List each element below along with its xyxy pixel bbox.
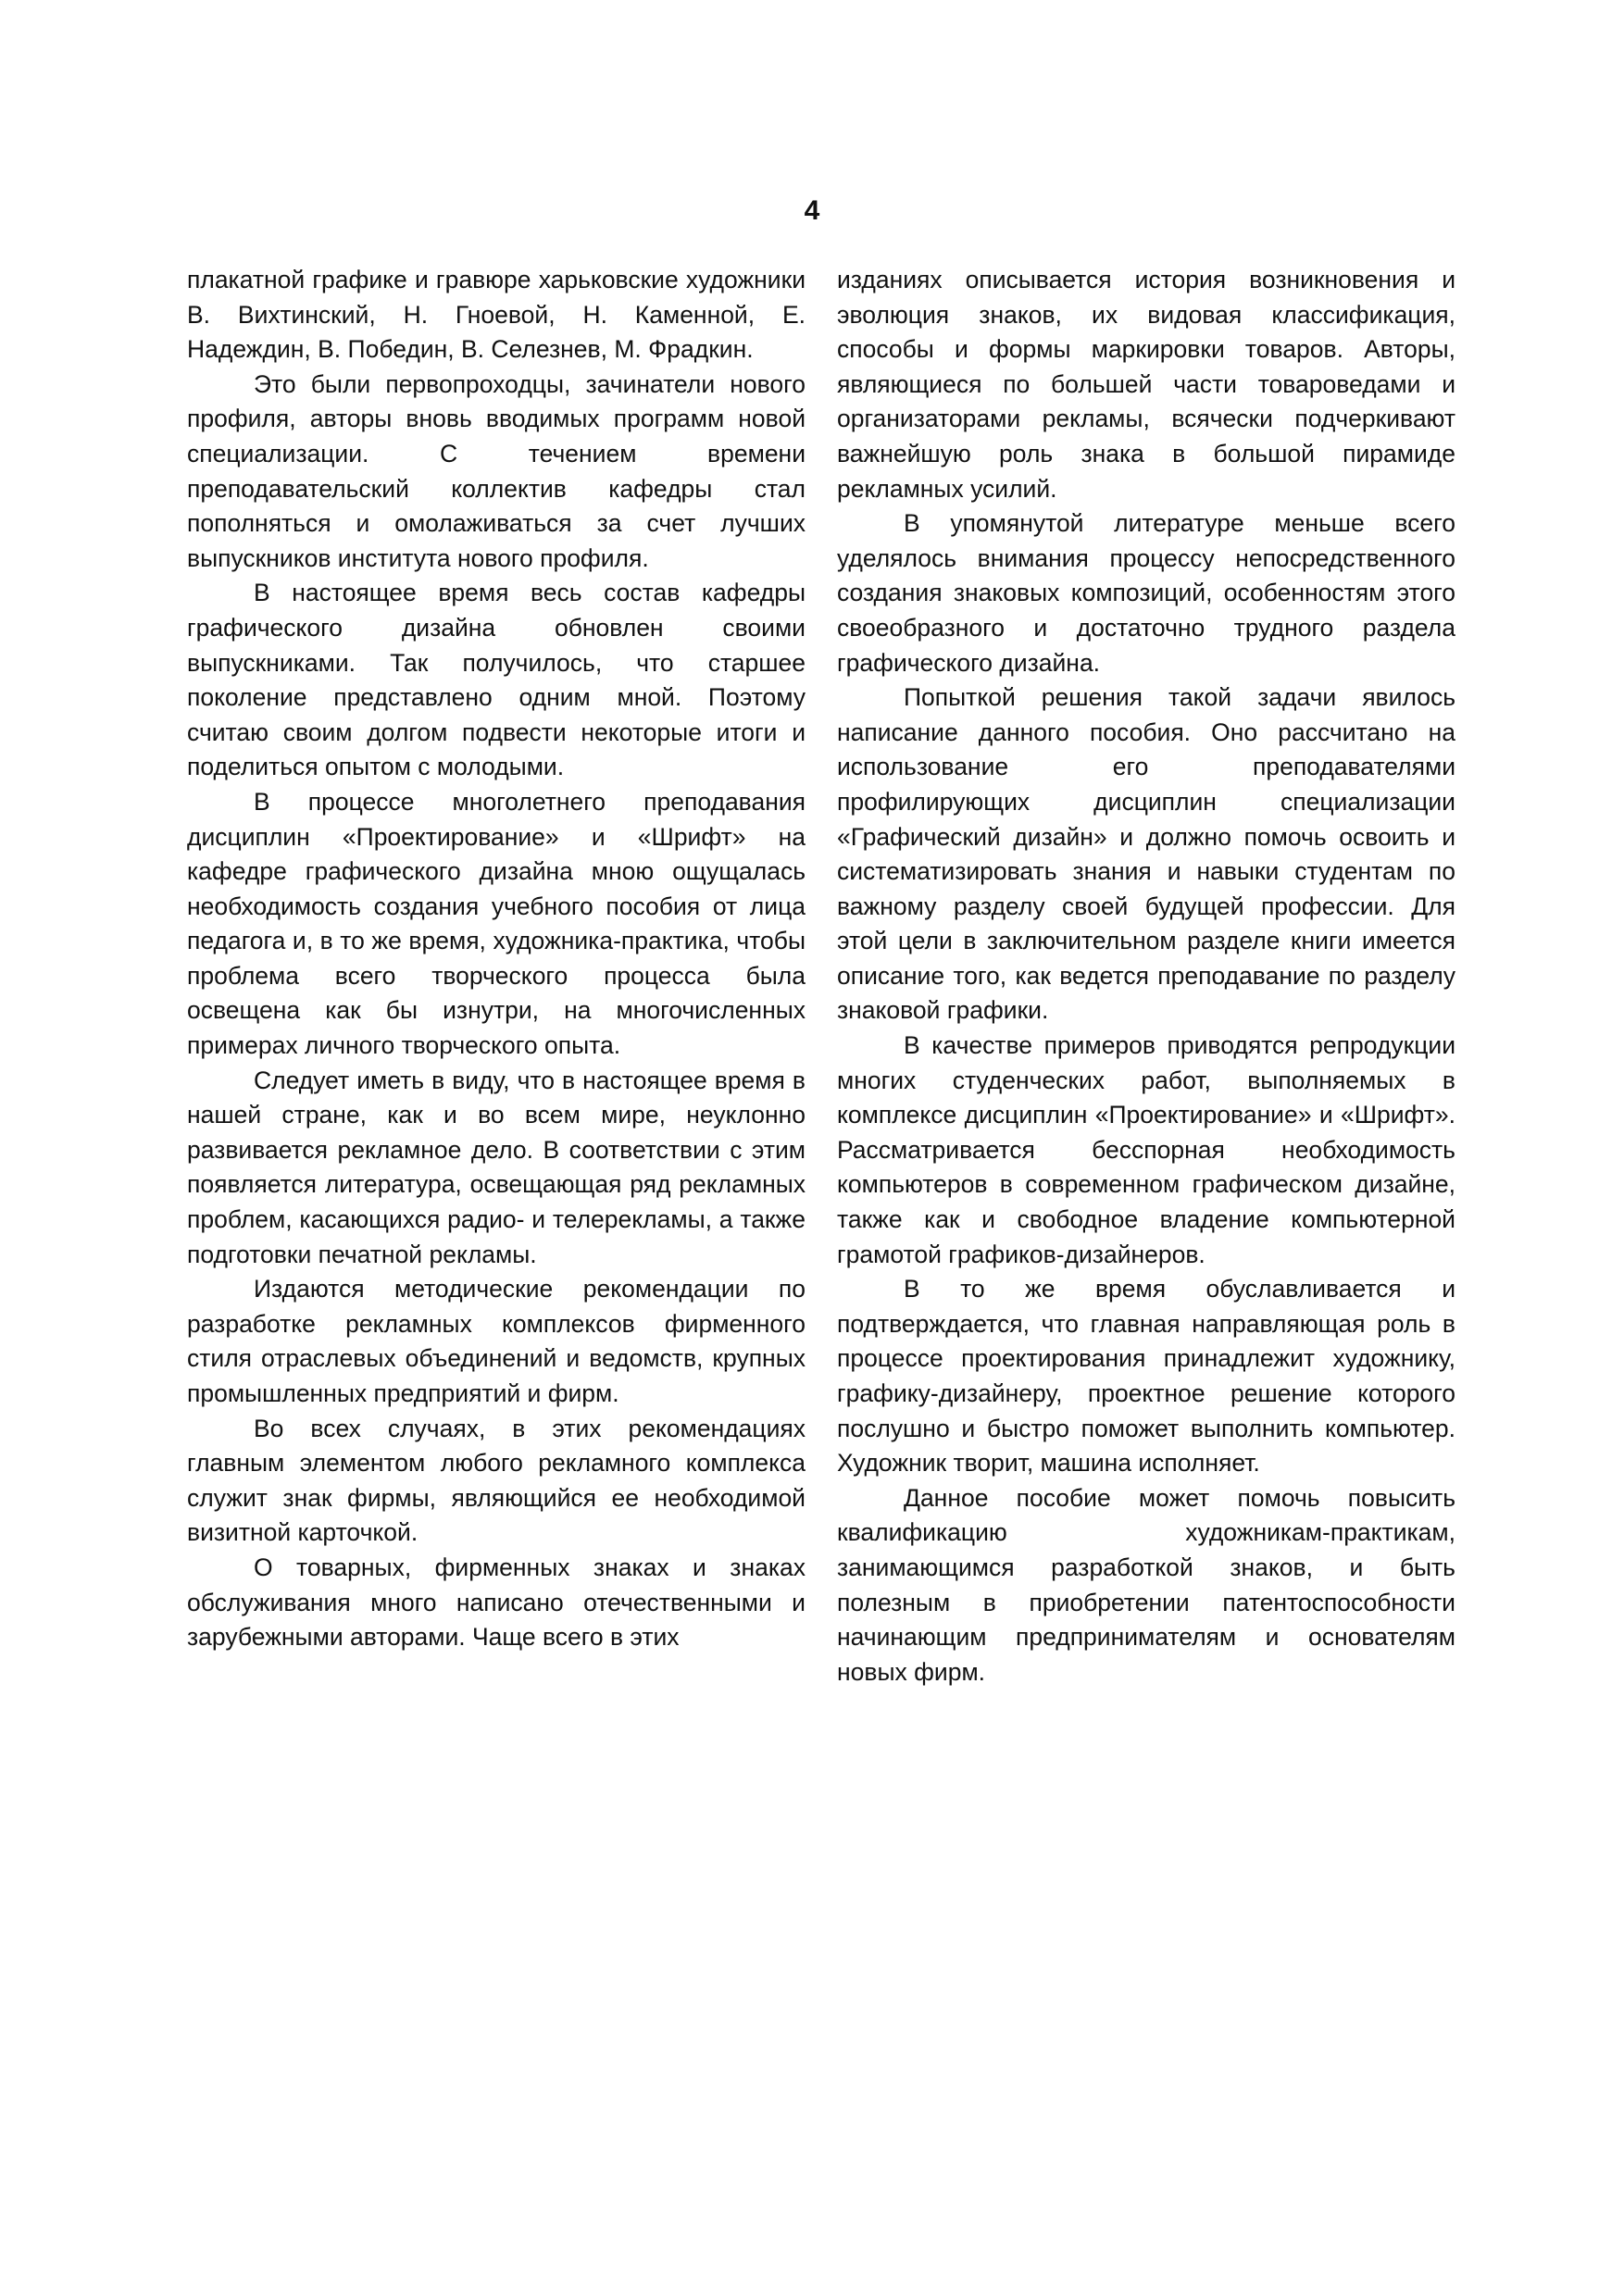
- left-text-column: [187, 263, 806, 1655]
- paragraph: Следует иметь в виду, что в настоящее время в нашей стране, как и во всем мире, неуклонно развивается рекламное дело. В соответствии с этим появляется литература, освещающая ряд рекламных проблем, касающихся радио- и телерекламы, а также подготовки печатной рекламы.: [187, 1066, 806, 1268]
- page-number: 4: [804, 195, 820, 226]
- paragraph: В то же время обуславливается и подтверждается, что главная направляющая роль в процессе проектирования принадлежит художнику, графику-дизайнеру, проектное решение которого послушно и быстро поможет выполнить компьютер. Художник творит, машина исполняет.: [837, 1275, 1455, 1478]
- paragraph: В упомянутой литературе меньше всего уделялось внимания процессу непосредственного создания знаковых композиций, особенностям этого своеобразного и достаточно трудного раздела графического дизайна.: [837, 509, 1455, 677]
- paragraph: В настоящее время весь состав кафедры графического дизайна обновлен своими выпускниками. Так получилось, что старшее поколение представлено одним мной. Поэтому считаю своим долгом подвести некоторые итоги и поделиться опытом с молодыми.: [187, 579, 806, 781]
- right-text-column: [837, 263, 1455, 1690]
- paragraph: В процессе многолетнего преподавания дисциплин «Проектирование» и «Шрифт» на кафедре графического дизайна мною ощущалась необходимость создания учебного пособия от лица педагога и, в то же время, художника-практика, чтобы проблема всего творческого процесса была освещена как бы изнутри, на многочисленных примерах личного творческого опыта.: [187, 787, 806, 1060]
- paragraph: Издаются методические рекомендации по разработке рекламных комплексов фирменного стиля отраслевых объединений и ведомств, крупных промышленных предприятий и фирм.: [187, 1275, 806, 1407]
- paragraph: изданиях описывается история возникновения и эволюция знаков, их видовая классификация, способы и формы маркировки товаров. Авторы, являющиеся по большей части товароведами и организаторами рекламы, всячески подчеркивают важнейшую роль знака в большой пирамиде рекламных усилий.: [837, 266, 1455, 503]
- paragraph: В качестве примеров приводятся репродукции многих студенческих работ, выполняемых в комплексе дисциплин «Проектирование» и «Шрифт». Рассматривается бесспорная необходимость компьютеров в современном графическом дизайне, также как и свободное владение компьютерной грамотой графиков-дизайнеров.: [837, 1031, 1455, 1268]
- paragraph: Это были первопроходцы, зачинатели нового профиля, авторы вновь вводимых программ новой специализации. С течением времени преподавательский коллектив кафедры стал пополняться и омолаживаться за счет лучших выпускников института нового профиля.: [187, 369, 806, 572]
- paragraph: Попыткой решения такой задачи явилось написание данного пособия. Оно рассчитано на использование его преподавателями профилирующих дисциплин специализации «Графический дизайн» и должно помочь освоить и систематизировать знания и навыки студентам по важному разделу своей будущей профессии. Для этой цели в заключительном разделе книги имеется описание того, как ведется преподавание по разделу знаковой графики.: [837, 683, 1455, 1025]
- paragraph: О товарных, фирменных знаках и знаках обслуживания много написано отечественными и зарубежными авторами. Чаще всего в этих: [187, 1553, 806, 1652]
- paragraph: плакатной графике и гравюре харьковские художники В. Вихтинский, Н. Гноевой, Н. Каменной, Е. Надеждин, В. Победин, В. Селезнев, М. Фрадкин.: [187, 266, 806, 364]
- paragraph: Во всех случаях, в этих рекомендациях главным элементом любого рекламного комплекса служит знак фирмы, являющийся ее необходимой визитной карточкой.: [187, 1414, 806, 1547]
- paragraph: Данное пособие может помочь повысить квалификацию художникам-практикам, занимающимся разработкой знаков, и быть полезным в приобретении патентоспособности начинающим предпринимателям и основателям новых фирм.: [837, 1483, 1455, 1686]
